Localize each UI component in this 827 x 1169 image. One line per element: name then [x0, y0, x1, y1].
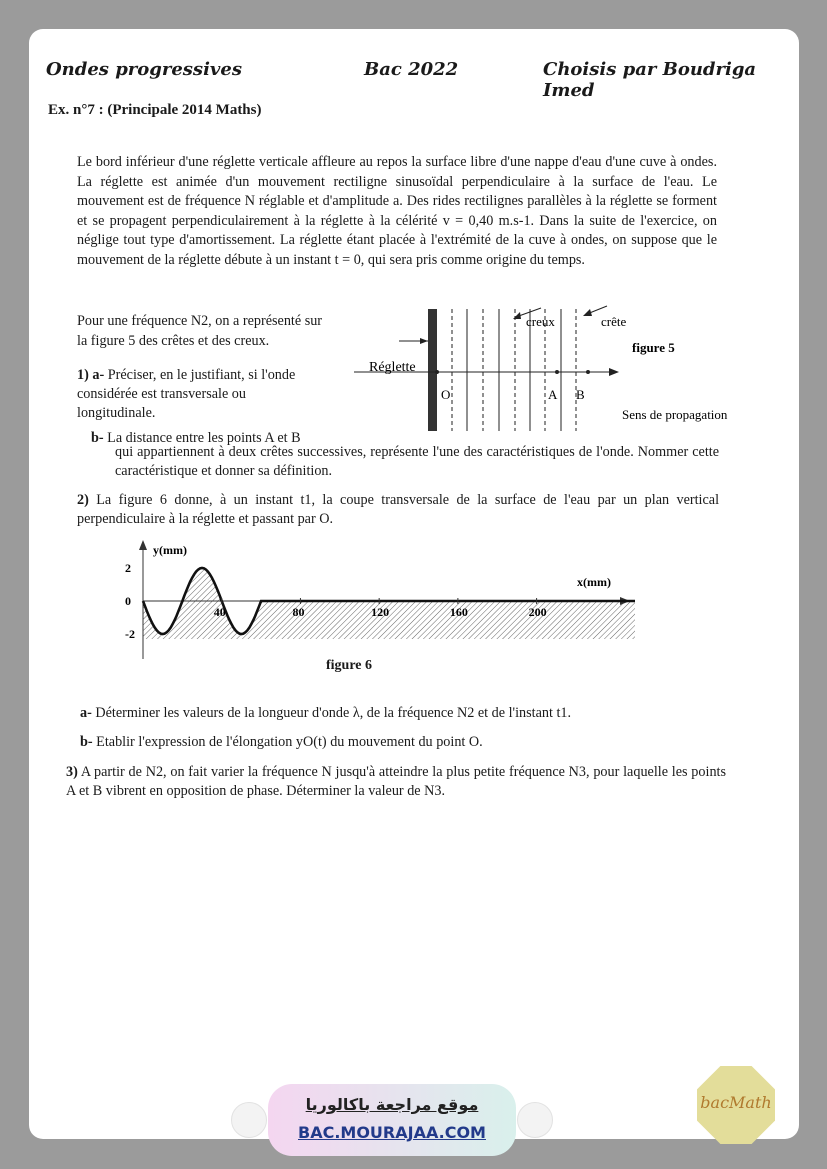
crete-label: crête — [601, 314, 627, 329]
question-3 — [66, 763, 726, 801]
water-section-fill — [143, 568, 635, 639]
question-2-text: La figure 6 donne, à un instant t1, la coupe transversale de la surface de l'eau par un plan vertical perpendiculaire à la réglette et passant par O. — [77, 492, 720, 527]
creux-label: creux — [526, 314, 555, 329]
footer-url-link[interactable]: BAC.MOURAJAA.COM — [298, 1123, 486, 1142]
reglette-bar — [428, 309, 437, 431]
question-1b-first-line: La distance entre les points A et B — [107, 430, 301, 446]
crete-arrow-icon — [583, 309, 592, 316]
figure5-intro: Pour une fréquence N2, on a représenté sur la figure 5 des crêtes et des creux. — [77, 313, 323, 349]
propagation-label: Sens de propagation — [622, 407, 728, 422]
point-B-label: B — [576, 387, 585, 402]
question-2b — [80, 733, 720, 752]
question-2a — [80, 704, 720, 723]
header-topic: Ondes progressives — [46, 59, 242, 80]
x-tick-label: 160 — [449, 605, 468, 619]
figure5-diagram — [329, 279, 729, 439]
x-axis-label: x(mm) — [577, 575, 611, 589]
x-tick-label: 40 — [213, 605, 226, 619]
site-logo-right-icon — [517, 1102, 553, 1138]
reglette-arrow-icon — [420, 338, 428, 344]
question-3-number: 3) — [66, 764, 78, 780]
footer-arabic-link[interactable]: موقع مراجعة باكالوريا — [305, 1095, 479, 1114]
document-page — [29, 29, 799, 1142]
reglette-label: Réglette — [369, 360, 416, 375]
point-O-marker — [435, 370, 439, 374]
point-A-marker — [555, 370, 559, 374]
question-1a-number: 1) a- — [77, 367, 105, 383]
question-2b-number: b- — [80, 734, 93, 750]
header-author: Choisis par Boudriga Imed — [543, 59, 757, 101]
y-tick-label: 0 — [125, 594, 131, 608]
header-year: Bac 2022 — [364, 59, 459, 80]
question-2-number: 2) — [77, 492, 89, 508]
y-axis-arrow-icon — [139, 540, 147, 550]
y-tick-label: -2 — [125, 627, 135, 641]
question-1a-text: Préciser, en le justifiant, si l'onde considérée est transversale ou longitudinale. — [77, 367, 296, 421]
site-logo-left-icon — [231, 1102, 267, 1138]
intro-paragraph: Le bord inférieur d'une réglette verticale affleure au repos la surface libre d'une nappe d'eau d'une cuve à ondes. La réglette est animée d'un mouvement rectiligne sinusoïdal perpendiculaire à la surface de l'eau. Le mouvement est de fréquence N réglable et d'amplitude a. Des rides rectilignes parallèles à la réglette se forment et se propagent perpendiculairement à la réglette à la célérité v = 0,40 m.s-1. Dans la suite de l'exercice, on néglige tout type d'amortissement. La réglette étant placée à l'extrémité de la cuve à ondes, on suppose que le mouvement de la réglette débute à un instant t = 0, qui sera pris comme origine du temps. — [77, 154, 717, 268]
question-2a-text: Déterminer les valeurs de la longueur d'onde λ, de la fréquence N2 et de l'instant t1. — [95, 705, 572, 721]
x-tick-label: 120 — [371, 605, 390, 619]
x-tick-label: 80 — [292, 605, 305, 619]
y-ticks — [125, 561, 135, 641]
question-2 — [77, 491, 719, 529]
point-A-label: A — [548, 387, 558, 402]
figure6-chart — [115, 534, 635, 679]
question-3-text: A partir de N2, on fait varier la fréquence N jusqu'à atteindre la plus petite fréquence N3, pour laquelle les points A et B vibrent en opposition de phase. Déterminer la valeur de N3. — [66, 764, 726, 799]
question-2b-text: Etablir l'expression de l'élongation yO(t) du mouvement du point O. — [96, 734, 483, 750]
propagation-arrow-icon — [609, 368, 619, 376]
y-tick-label: 2 — [125, 561, 131, 575]
bacmath-badge-text: bacMath — [700, 1093, 772, 1112]
exercise-title: Ex. n°7 : (Principale 2014 Maths) — [48, 102, 262, 118]
y-axis-label: y(mm) — [153, 543, 187, 557]
question-1a — [77, 366, 327, 423]
question-2a-number: a- — [80, 705, 92, 721]
question-1b-rest: qui appartiennent à deux crêtes successives, représente l'une des caractéristiques de l'onde. Nommer cette caractéristique et donner sa définition. — [115, 444, 719, 479]
x-tick-label: 200 — [528, 605, 547, 619]
creux-arrow-icon — [513, 312, 521, 319]
point-B-marker — [586, 370, 590, 374]
figure5-caption: figure 5 — [632, 340, 675, 355]
question-1b-number: b- — [91, 430, 104, 446]
point-O-label: O — [441, 387, 451, 402]
figure6-caption: figure 6 — [326, 658, 373, 673]
